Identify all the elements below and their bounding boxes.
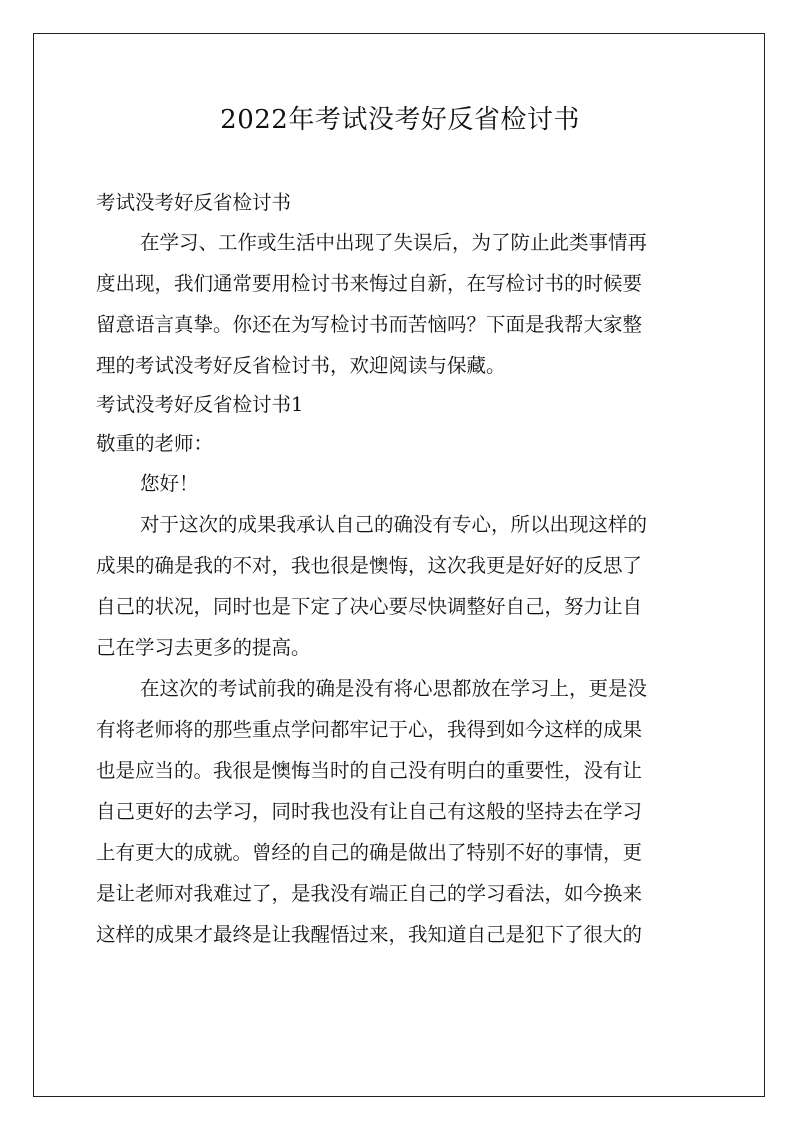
greeting: 您好！	[140, 472, 199, 495]
paragraph-2-line-2: 有将老师将的那些重点学问都牢记于心，我得到如今这样的成果	[96, 718, 643, 741]
paragraph-1-line-1: 对于这次的成果我承认自己的确没有专心，所以出现这样的	[140, 513, 648, 536]
document-title: 2022年考试没考好反省检讨书	[220, 105, 580, 135]
paragraph-1-line-4: 己在学习去更多的提高。	[96, 636, 311, 659]
intro-line-2: 度出现，我们通常要用检讨书来悔过自新，在写检讨书的时候要	[96, 272, 643, 295]
intro-line-1: 在学习、工作或生活中出现了失误后，为了防止此类事情再	[140, 231, 648, 254]
paragraph-1-line-3: 自己的状况，同时也是下定了决心要尽快调整好自己，努力让自	[96, 595, 643, 618]
paragraph-2-line-5: 上有更大的成就。曾经的自己的确是做出了特别不好的事情，更	[96, 841, 643, 864]
paragraph-2-line-3: 也是应当的。我很是懊悔当时的自己没有明白的重要性，没有让	[96, 759, 643, 782]
salutation: 敬重的老师：	[96, 432, 214, 455]
section-heading: 考试没考好反省检讨书1	[96, 393, 304, 416]
intro-line-4: 理的考试没考好反省检讨书，欢迎阅读与保藏。	[96, 354, 506, 377]
paragraph-2-line-4: 自己更好的去学习，同时我也没有让自己有这般的坚持去在学习	[96, 800, 643, 823]
paragraph-1-line-2: 成果的确是我的不对，我也很是懊悔，这次我更是好好的反思了	[96, 554, 643, 577]
intro-heading: 考试没考好反省检讨书	[96, 191, 292, 214]
paragraph-2-line-7: 这样的成果才最终是让我醒悟过来，我知道自己是犯下了很大的	[96, 923, 643, 946]
document-body	[96, 183, 708, 955]
intro-line-3: 留意语言真挚。你还在为写检讨书而苦恼吗？下面是我帮大家整	[96, 313, 643, 336]
paragraph-2-line-1: 在这次的考试前我的确是没有将心思都放在学习上，更是没	[140, 677, 648, 700]
paragraph-2-line-6: 是让老师对我难过了，是我没有端正自己的学习看法，如今换来	[96, 882, 643, 905]
